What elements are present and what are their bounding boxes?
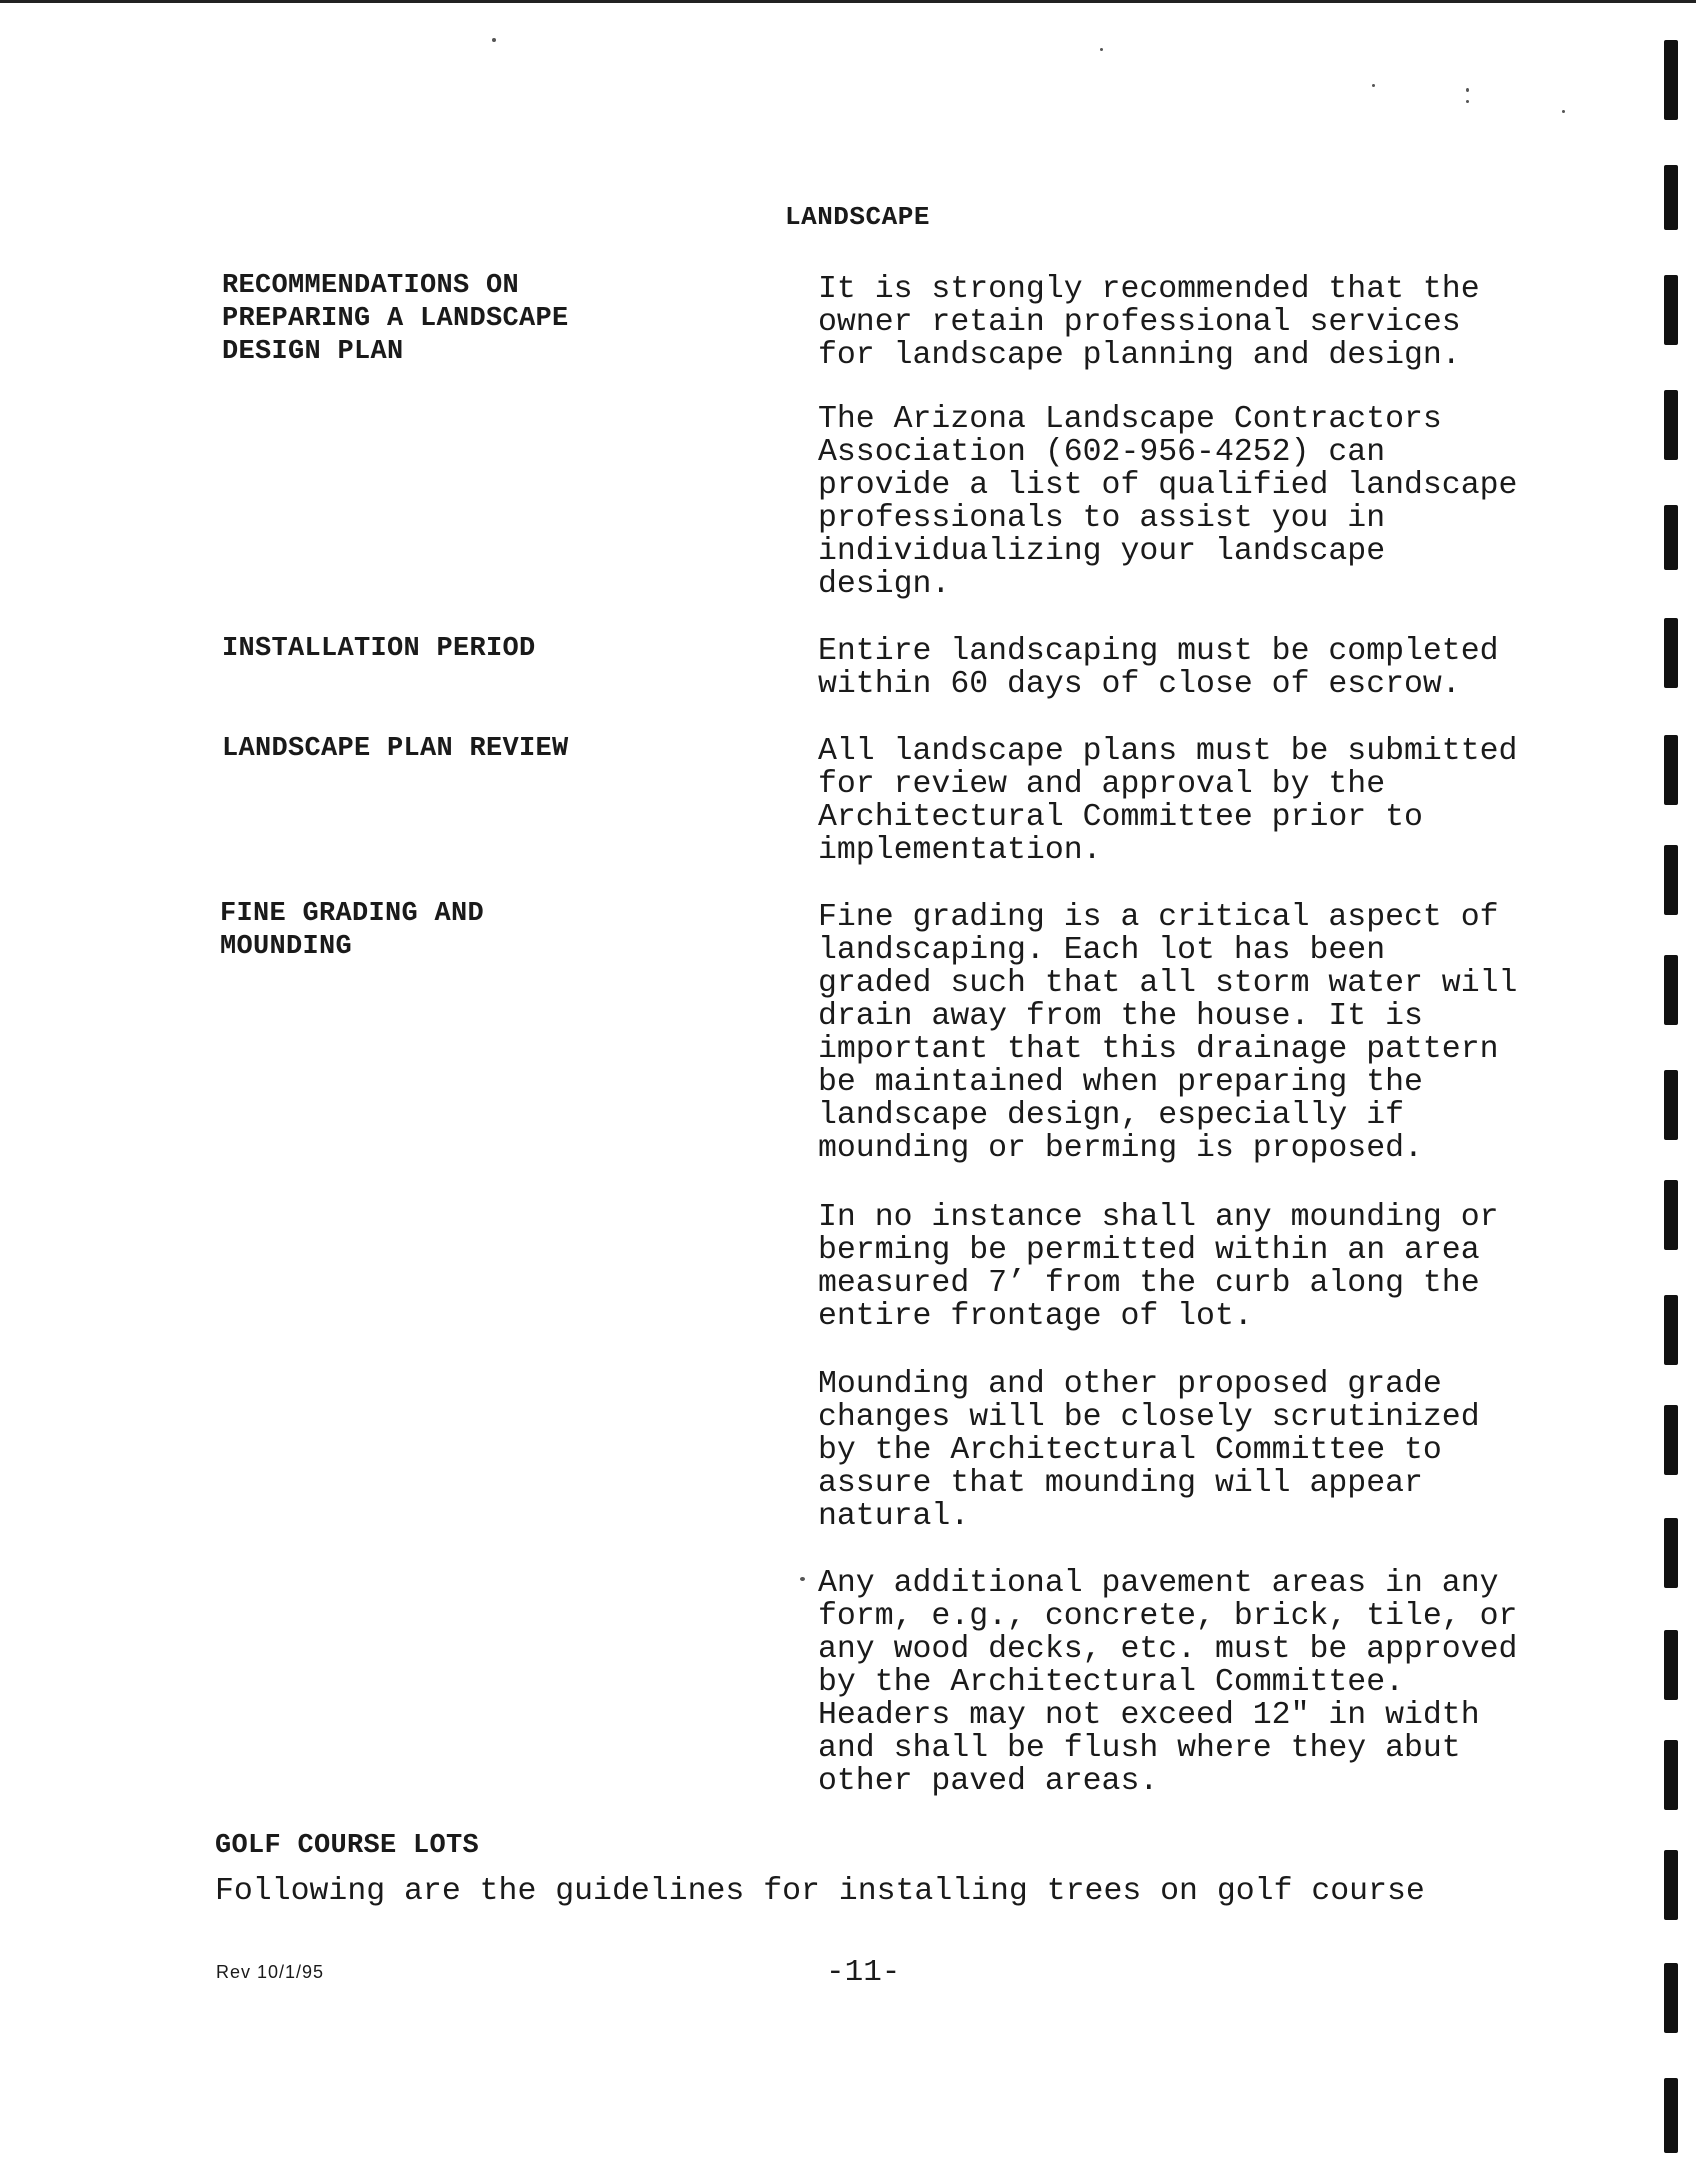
binding-mark [1664,1740,1678,1810]
binding-mark [1664,275,1678,345]
paragraph-recommendation: It is strongly recommended that the owner retain professional services for landscape planning and design. [818,272,1480,373]
binding-mark [1664,1850,1678,1920]
binding-mark [1664,1630,1678,1700]
binding-mark [1664,1295,1678,1365]
binding-mark [1664,1405,1678,1475]
binding-mark [1664,1070,1678,1140]
binding-mark [1664,2078,1678,2153]
scan-speck [492,38,496,42]
section-heading-golf-course-lots: GOLF COURSE LOTS [215,1831,480,1861]
section-heading-installation-period: INSTALLATION PERIOD [222,634,536,664]
binding-mark [1664,1180,1678,1250]
section-heading-fine-grading: FINE GRADING AND MOUNDING [220,899,485,962]
scan-speck [1562,110,1565,113]
page-number: -11- [826,1955,901,1990]
paragraph-association: The Arizona Landscape Contractors Association (602-956-4252) can provide a list of qualified landscape professionals to assist you in individualizing your landscape design. [818,402,1518,602]
binding-mark [1664,1518,1678,1588]
scan-speck [800,1577,805,1581]
revision-date: Rev 10/1/95 [216,1962,325,1982]
scan-top-edge [0,0,1696,3]
binding-mark [1664,618,1678,688]
scan-speck [1466,100,1469,103]
binding-mark [1664,390,1678,460]
paragraph-plan-review: All landscape plans must be submitted for review and approval by the Architectural Committee prior to implementation. [818,734,1518,868]
scan-speck [1100,48,1103,51]
paragraph-installation: Entire landscaping must be completed within 60 days of close of escrow. [818,634,1499,702]
paragraph-mounding-restriction: In no instance shall any mounding or berming be permitted within an area measured 7’ from the curb along the entire frontage of lot. [818,1200,1499,1334]
paragraph-pavement: Any additional pavement areas in any form, e.g., concrete, brick, tile, or any wood decks, etc. must be approved by the Architectural Committee. Headers may not exceed 12" in width and shall be flush where they abut other paved areas. [818,1566,1518,1799]
paragraph-fine-grading: Fine grading is a critical aspect of landscaping. Each lot has been graded such that all storm water will drain away from the house. It is important that this drainage pattern be maintained when preparing the landscape design, especially if mounding or berming is proposed. [818,900,1518,1166]
section-heading-plan-review: LANDSCAPE PLAN REVIEW [222,734,569,764]
scan-speck [1372,84,1375,87]
binding-mark [1664,165,1678,230]
page-title: LANDSCAPE [785,202,930,232]
scan-speck [1466,88,1469,92]
binding-mark [1664,1963,1678,2033]
binding-mark [1664,845,1678,915]
golf-course-intro: Following are the guidelines for installing trees on golf course [215,1874,1425,1909]
binding-mark [1664,735,1678,805]
binding-mark [1664,505,1678,570]
paragraph-grade-changes: Mounding and other proposed grade changes will be closely scrutinized by the Architectural Committee to assure that mounding will appear natural. [818,1367,1480,1534]
binding-mark [1664,955,1678,1025]
section-heading-recommendations: RECOMMENDATIONS ON PREPARING A LANDSCAPE DESIGN PLAN [222,271,569,367]
binding-mark [1664,40,1678,120]
